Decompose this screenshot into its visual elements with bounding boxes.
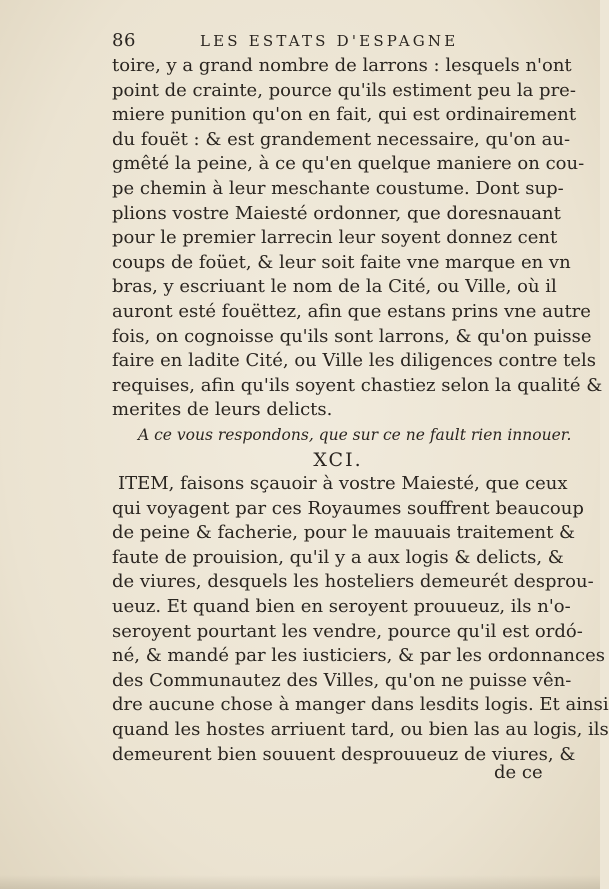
text-line: dre aucune chose à manger dans lesdits logis. Et ainsi	[112, 694, 609, 716]
text-line: demeurent bien souuent desprouueuz de viures, &	[112, 743, 576, 765]
catchword: de ce	[494, 762, 543, 783]
text-line: né, & mandé par les iusticiers, & par les ordonnances	[112, 645, 605, 667]
text-line: des Communautez des Villes, qu'on ne puisse vên-	[112, 669, 572, 691]
running-title: LES ESTATS D'ESPAGNE	[200, 32, 459, 50]
text-line: ueuz. Et quand bien en seroyent prouueuz, ils n'o-	[112, 596, 571, 618]
text-line: fois, on cognoisse qu'ils sont larrons, & qu'on puisse	[112, 325, 592, 347]
royal-response: A ce vous respondons, que sur ce ne fault rien innouer.	[138, 425, 572, 444]
text-line: ITEM, faisons sçauoir à vostre Maiesté, que ceux	[118, 473, 568, 495]
text-line: bras, y escriuant le nom de la Cité, ou Ville, où il	[112, 276, 557, 298]
text-line: qui voyagent par ces Royaumes souffrent beaucoup	[112, 497, 584, 519]
text-line: coups de foüet, & leur soit faite vne marque en vn	[112, 251, 571, 273]
text-line: du fouët : & est grandement necessaire, qu'on au-	[112, 128, 571, 150]
text-line: toire, y a grand nombre de larrons : lesquels n'ont	[112, 55, 572, 76]
text-line: faute de prouision, qu'il y a aux logis & delicts, &	[112, 546, 564, 568]
text-line: de viures, desquels les hosteliers demeurét desprou-	[112, 571, 594, 593]
page-number: 86	[112, 30, 136, 51]
text-line: seroyent pourtant les vendre, pource qu'il est ordó-	[112, 620, 583, 642]
text-line: de peine & facherie, pour le mauuais traitement &	[112, 522, 576, 544]
text-block	[112, 54, 609, 767]
text-line: plions vostre Maiesté ordonner, que doresnauant	[112, 202, 561, 224]
text-line: pe chemin à leur meschante coustume. Dont sup-	[112, 177, 564, 199]
text-line: faire en ladite Cité, ou Ville les diligences contre tels	[112, 350, 597, 372]
page-edge-shadow	[0, 875, 600, 889]
text-line: requises, afin qu'ils soyent chastiez selon la qualité &	[112, 374, 603, 396]
text-line: auront esté fouëttez, afin que estans prins vne autre	[112, 300, 591, 322]
text-line: gmêté la peine, à ce qu'en quelque maniere on cou-	[112, 153, 585, 175]
section-number: XCI.	[313, 448, 363, 471]
page-header	[112, 30, 542, 54]
text-line: quand les hostes arriuent tard, ou bien las au logis, ils	[112, 719, 609, 741]
text-line: pour le premier larrecin leur soyent donnez cent	[112, 227, 558, 249]
text-line: merites de leurs delicts.	[112, 399, 333, 421]
text-line: point de crainte, pource qu'ils estiment peu la pre-	[112, 79, 576, 101]
text-line: miere punition qu'on en fait, qui est ordinairement	[112, 104, 577, 126]
